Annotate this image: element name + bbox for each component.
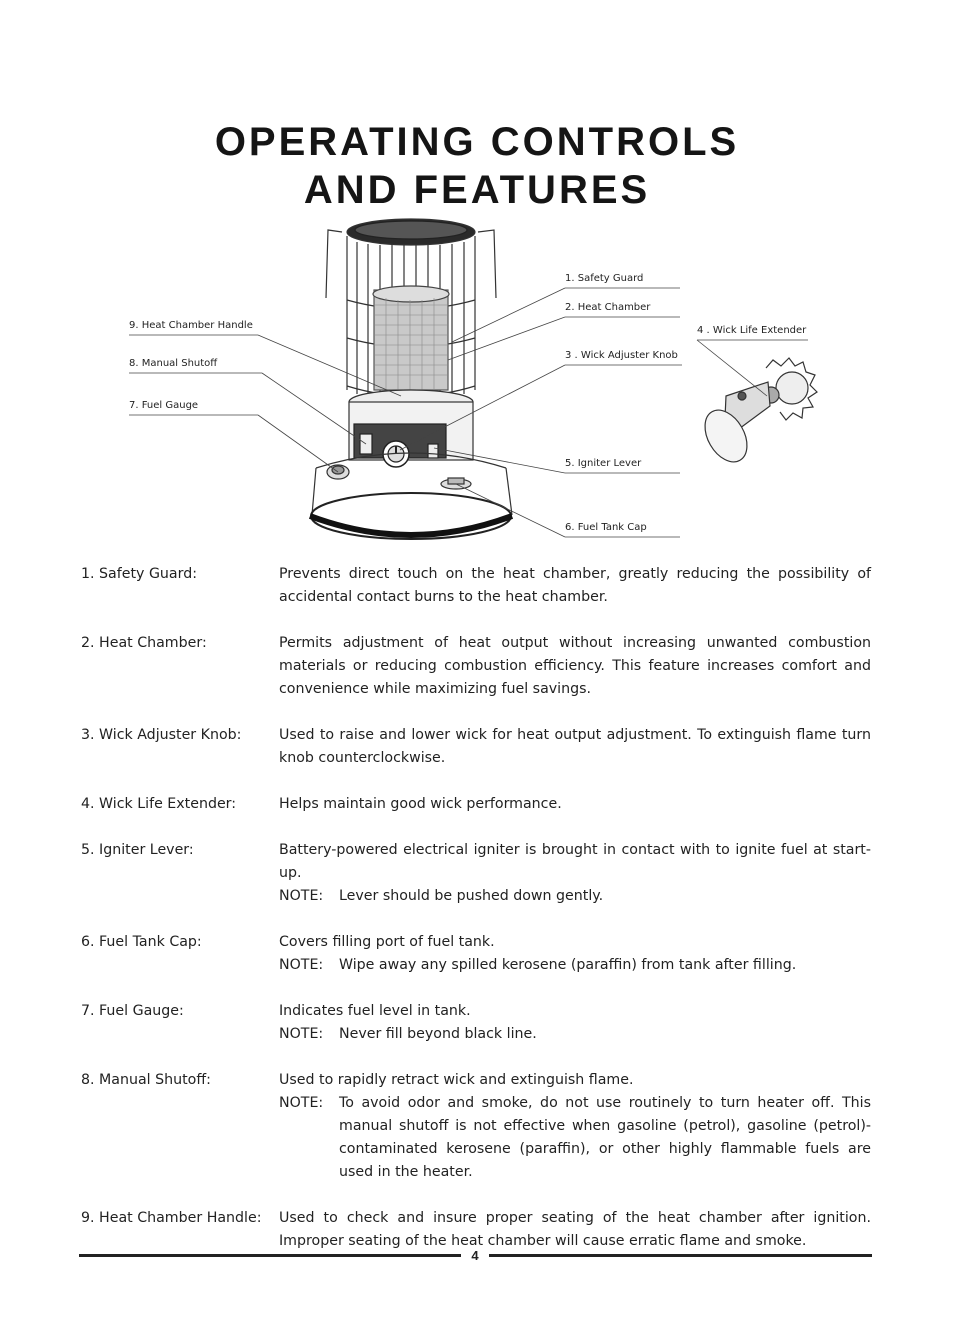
- callout-igniter-lever: 5. Igniter Lever: [565, 458, 642, 469]
- feature-description: [279, 632, 871, 701]
- feature-item-fuel-gauge: [81, 1000, 871, 1046]
- feature-item-wick-life-extender: [81, 793, 871, 816]
- feature-term: 9. Heat Chamber Handle:: [81, 1210, 262, 1226]
- page-title: [0, 118, 954, 214]
- page-number: 4: [471, 1248, 479, 1263]
- callout-wick-adjuster-knob: 3 . Wick Adjuster Knob: [565, 350, 678, 361]
- note-label: NOTE:: [279, 957, 324, 973]
- note-text: To avoid odor and smoke, do not use routinely to turn heater off. This manual shutoff is not effective when gasoline (petrol), gasoline (petrol)-contaminated kerosene (paraffin), or other highly flammable fuels are used in the heater.: [339, 1095, 871, 1180]
- heater-illustration: [0, 210, 954, 560]
- feature-description: [279, 1069, 871, 1184]
- feature-description-text: Helps maintain good wick performance.: [279, 796, 562, 812]
- feature-description: [279, 724, 871, 770]
- feature-item-manual-shutoff: [81, 1069, 871, 1184]
- note-text: Never fill beyond black line.: [339, 1026, 537, 1042]
- footer-rule-left: [79, 1254, 461, 1257]
- feature-term: 6. Fuel Tank Cap:: [81, 934, 202, 950]
- page-footer: [79, 1250, 872, 1262]
- feature-description-text: Used to raise and lower wick for heat output adjustment. To extinguish flame turn knob counterclockwise.: [279, 727, 871, 766]
- feature-description: [279, 839, 871, 908]
- footer-rule-right: [489, 1254, 872, 1257]
- note-text: Wipe away any spilled kerosene (paraffin) from tank after filling.: [339, 957, 797, 973]
- feature-item-igniter-lever: [81, 839, 871, 908]
- note-label: NOTE:: [279, 1095, 324, 1111]
- feature-note: [279, 954, 871, 977]
- note-label: NOTE:: [279, 1026, 324, 1042]
- feature-item-wick-adjuster-knob: [81, 724, 871, 770]
- feature-description-text: Covers filling port of fuel tank.: [279, 934, 495, 950]
- feature-term: 7. Fuel Gauge:: [81, 1003, 184, 1019]
- feature-description: [279, 1207, 871, 1253]
- feature-description-text: Battery-powered electrical igniter is brought in contact with to ignite fuel at start-up.: [279, 842, 871, 881]
- callout-wick-life-extender: 4 . Wick Life Extender: [697, 325, 807, 336]
- feature-note: [279, 1092, 871, 1184]
- features-list: [81, 563, 871, 1276]
- feature-note: [279, 1023, 871, 1046]
- feature-item-heat-chamber: [81, 632, 871, 701]
- callout-safety-guard: 1. Safety Guard: [565, 273, 644, 284]
- feature-term: 1. Safety Guard:: [81, 566, 197, 582]
- page-title-line-1: OPERATING CONTROLS: [214, 120, 740, 164]
- feature-description: [279, 793, 871, 816]
- feature-term: 4. Wick Life Extender:: [81, 796, 237, 812]
- feature-description-text: Used to rapidly retract wick and extinguish flame.: [279, 1072, 634, 1088]
- feature-term: 8. Manual Shutoff:: [81, 1072, 211, 1088]
- callout-heat-chamber-handle: 9. Heat Chamber Handle: [129, 320, 253, 331]
- feature-term: 3. Wick Adjuster Knob:: [81, 727, 242, 743]
- callout-heat-chamber: 2. Heat Chamber: [565, 302, 651, 313]
- feature-description-text: Used to check and insure proper seating of the heat chamber after ignition. Improper seating of the heat chamber will cause erratic flame and smoke.: [279, 1210, 871, 1249]
- note-text: Lever should be pushed down gently.: [339, 888, 604, 904]
- feature-description: [279, 931, 871, 977]
- callout-manual-shutoff: 8. Manual Shutoff: [129, 358, 218, 369]
- callout-fuel-tank-cap: 6. Fuel Tank Cap: [565, 522, 647, 533]
- feature-item-fuel-tank-cap: [81, 931, 871, 977]
- callout-fuel-gauge: 7. Fuel Gauge: [129, 400, 199, 411]
- feature-item-safety-guard: [81, 563, 871, 609]
- feature-description: [279, 1000, 871, 1046]
- feature-note: [279, 885, 871, 908]
- feature-description-text: Indicates fuel level in tank.: [279, 1003, 471, 1019]
- feature-item-heat-chamber-handle: [81, 1207, 871, 1253]
- page-title-line-2: AND FEATURES: [303, 168, 651, 212]
- feature-term: 2. Heat Chamber:: [81, 635, 207, 651]
- feature-description-text: Permits adjustment of heat output without increasing unwanted combustion materials or reducing combustion efficiency. This feature increases comfort and convenience while maximizing fuel savings.: [279, 635, 871, 697]
- feature-description: [279, 563, 871, 609]
- heater-diagram: [0, 210, 954, 560]
- note-label: NOTE:: [279, 888, 324, 904]
- feature-description-text: Prevents direct touch on the heat chamber, greatly reducing the possibility of accidental contact burns to the heat chamber.: [279, 566, 871, 605]
- feature-term: 5. Igniter Lever:: [81, 842, 194, 858]
